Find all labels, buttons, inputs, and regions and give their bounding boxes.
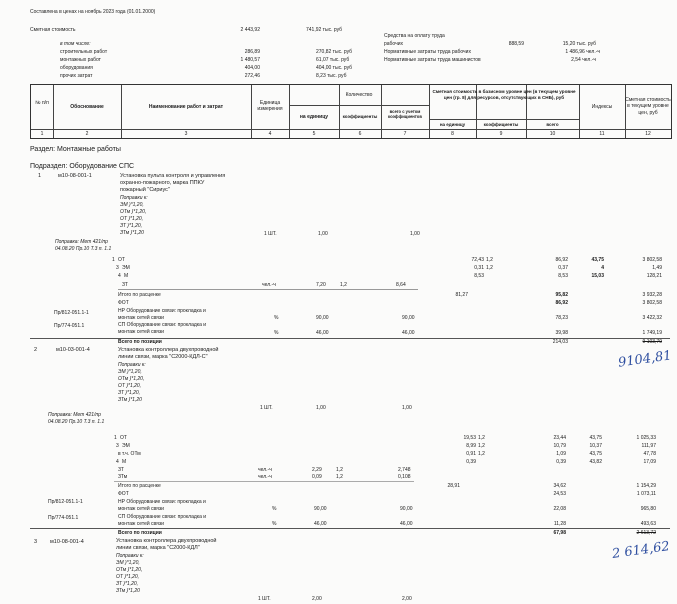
- col-name-header: Наименование работ и затрат: [148, 104, 224, 110]
- resource-num: 1: [114, 435, 117, 441]
- corrections: ЗТм )*1,20: [116, 588, 140, 594]
- resource-base-unit: 0,31: [474, 265, 484, 271]
- labor-workers-label: Нормативные затраты труда рабочих: [384, 49, 471, 55]
- subsection-title: Подраздел: Оборудование СПС: [30, 163, 135, 170]
- corrections: ОТ )*1,20,: [116, 574, 140, 580]
- overhead-code: Пр/812-051.1-1: [54, 310, 89, 316]
- position-total-base: 67,98: [553, 530, 566, 536]
- resource-coef: 1,2: [478, 435, 485, 441]
- position-total-label: Всего по позиции: [118, 530, 162, 536]
- resource-base-unit: 0,39: [466, 459, 476, 465]
- note: Поправка: Мет 421/пр: [48, 412, 101, 418]
- resource-current: 111,97: [641, 443, 656, 449]
- position-name: Установка контроллера двухпроводной: [118, 347, 219, 353]
- unit: 1 ШТ.: [264, 231, 277, 237]
- breakdown-base: 1 480,57: [240, 57, 260, 63]
- wages-workers-label: рабочих: [384, 41, 403, 47]
- col-number: 11: [599, 131, 605, 137]
- breakdown-base: 404,00: [244, 65, 260, 71]
- breakdown-current: 8,23 тыс. руб: [316, 73, 347, 79]
- profit-current: 1 749,19: [642, 330, 662, 336]
- machinist-labor-label: ЗТм: [118, 474, 128, 480]
- corrections: ЗТм )*1,20: [118, 397, 142, 403]
- col-qty-coef-header: коэффициенты: [342, 114, 378, 119]
- quantity-total: 2,00: [402, 596, 412, 602]
- breakdown-current: 404,00 тыс. руб: [316, 65, 352, 71]
- profit-total: 46,00: [400, 521, 413, 527]
- corrections: ОТ )*1,20,: [118, 383, 142, 389]
- total-base-unit: 81,27: [455, 292, 468, 298]
- table-header: [30, 84, 672, 139]
- resource-current: 17,09: [643, 459, 656, 465]
- labor-coef: 1,2: [336, 467, 343, 473]
- resource-num: 4: [116, 459, 119, 465]
- overhead-unit: %: [272, 506, 277, 512]
- overhead-code: Пр/812-051.1-1: [48, 499, 83, 505]
- resource-label: ОТ: [120, 435, 127, 441]
- fot-current: 3 802,58: [642, 300, 662, 306]
- labor-total: 8,64: [396, 282, 406, 288]
- col-number: 8: [451, 131, 454, 137]
- labor-workers-value: 1 486,96 чел.-ч: [565, 49, 600, 55]
- col-number: 1: [40, 131, 44, 137]
- breakdown-label: прочих затрат: [60, 73, 93, 79]
- resource-label: ЭМ: [122, 265, 130, 271]
- quantity: 2,00: [312, 596, 322, 602]
- profit-qty: 46,00: [314, 521, 327, 527]
- breakdown-label: монтажных работ: [60, 57, 101, 63]
- resource-index: 43,75: [589, 451, 602, 457]
- fot-current: 1 073,11: [636, 491, 656, 497]
- col-number: 3: [184, 131, 188, 137]
- position-code: м10-08-001-4: [50, 539, 84, 545]
- profit-unit: %: [274, 330, 279, 336]
- unit: 1 ШТ.: [258, 596, 271, 602]
- position-total-label: Всего по позиции: [118, 339, 162, 345]
- profit-name: СП Оборудование связи: прокладка и: [118, 322, 207, 328]
- handwritten-correction: 2 614,62: [611, 539, 671, 562]
- profit-name: СП Оборудование связи: прокладка и: [118, 514, 207, 520]
- profit-name: монтаж сетей связи: [118, 329, 164, 335]
- col-qty-header: Количество: [345, 92, 373, 98]
- col-number: 5: [312, 131, 316, 137]
- overhead-current: 965,80: [640, 506, 656, 512]
- overhead-base: 78,23: [555, 315, 568, 321]
- labor-coef: 1,2: [340, 282, 347, 288]
- quantity-total: 1,00: [402, 405, 412, 411]
- resource-num: 3: [116, 265, 119, 271]
- price-level-line: Составлена в ценах на ноябрь 2023 года (01.01.2000): [30, 9, 156, 15]
- handwritten-correction: 9104,81: [617, 348, 673, 371]
- position-total-current: 2 613,72: [636, 530, 656, 536]
- fot-label: ФОТ: [118, 300, 129, 306]
- overhead-total: 90,00: [402, 315, 415, 321]
- resource-coef: 1,2: [478, 443, 485, 449]
- position-number: 3: [34, 539, 38, 545]
- labor-unit: чел.-ч: [258, 467, 272, 473]
- resource-current: 1,49: [652, 265, 662, 271]
- note: 04.08.20 Пр.10 Т.3 п. 1.1: [48, 419, 105, 425]
- machinist-labor-coef: 1,2: [336, 474, 343, 480]
- labor-unit: чел.-ч: [262, 282, 276, 288]
- total-current: 3 932,28: [642, 292, 662, 298]
- resource-num: 4: [118, 273, 121, 279]
- position-code: м10-03-001-4: [56, 347, 90, 353]
- position-name: Установка контроллера двухпроводной: [116, 538, 217, 544]
- position-total-base: 214,03: [552, 339, 568, 345]
- breakdown-current: 270,82 тыс. руб: [316, 49, 352, 55]
- resource-coef: 1,2: [486, 257, 493, 263]
- profit-total: 46,00: [402, 330, 415, 336]
- resource-coef: 1,2: [478, 451, 485, 457]
- resource-index: 4: [601, 265, 604, 271]
- breakdown-label: оборудования: [60, 65, 93, 71]
- overhead-unit: %: [274, 315, 279, 321]
- profit-qty: 46,00: [316, 330, 329, 336]
- corrections: Поправки к:: [120, 195, 148, 201]
- col-qty-total-header: всего с учетом коэффициентов: [388, 109, 422, 119]
- position-name: охранно-пожарного, марка ППКУ: [120, 180, 205, 186]
- resource-index: 43,75: [591, 257, 604, 263]
- resource-base-total: 0,39: [556, 459, 566, 465]
- resource-base-total: 0,37: [558, 265, 568, 271]
- resource-base-total: 86,92: [555, 257, 568, 263]
- col-number: 4: [268, 131, 272, 137]
- resource-current: 3 802,58: [642, 257, 662, 263]
- breakdown-current: 61,07 тыс. руб: [316, 57, 350, 63]
- resource-index: 43,75: [589, 435, 602, 441]
- cost-current: 741,92 тыс. руб: [306, 27, 342, 33]
- col-number: 7: [403, 131, 407, 137]
- labor-machinists-value: 2,54 чел.-ч: [571, 57, 596, 63]
- resource-num: 1: [112, 257, 115, 263]
- resource-label: ОТ: [118, 257, 125, 263]
- overhead-current: 3 422,32: [642, 315, 662, 321]
- resource-index: 43,82: [589, 459, 602, 465]
- profit-unit: %: [272, 521, 277, 527]
- overhead-qty: 90,00: [316, 315, 329, 321]
- resource-base-total: 23,44: [553, 435, 566, 441]
- profit-current: 493,63: [640, 521, 656, 527]
- labor-label: ЗТ: [118, 467, 124, 473]
- col-base-unit-header: на единицу: [439, 122, 466, 127]
- col-number: 12: [645, 131, 651, 137]
- overhead-name: монтаж сетей связи: [118, 506, 164, 512]
- note: Поправка: Мет 421/пр: [55, 239, 108, 245]
- wages-workers-current: 15,20 тыс. руб: [562, 41, 596, 47]
- corrections: ЭМ )*1,20,: [116, 560, 140, 566]
- labor-value: 2,29: [312, 467, 322, 473]
- resource-base-total: 8,53: [558, 273, 568, 279]
- col-number: 10: [549, 131, 556, 137]
- corrections: ЭМ )*1,20,: [118, 369, 142, 375]
- position-name: Установка пульта контроля и управления: [120, 173, 226, 179]
- profit-code: Пр/774-051.1: [54, 323, 85, 329]
- total-base: 95,82: [555, 292, 568, 298]
- labor-label: ЗТ: [122, 282, 128, 288]
- corrections: ОТ )*1,20,: [120, 216, 144, 222]
- including-label: в том числе:: [60, 41, 91, 47]
- col-base-coef-header: коэффициенты: [483, 122, 519, 127]
- resource-base-unit: 19,53: [463, 435, 476, 441]
- total-label: Итого по расценке: [118, 483, 161, 489]
- resource-base-unit: 0,91: [466, 451, 476, 457]
- fot-label: ФОТ: [118, 491, 129, 497]
- corrections: ОТм )*1,20,: [116, 567, 143, 573]
- resource-current: 128,21: [646, 273, 662, 279]
- corrections: ЗТ )*1,20,: [120, 223, 143, 229]
- cost-label: Сметная стоимость: [30, 27, 76, 33]
- position-number: 2: [34, 347, 38, 353]
- breakdown-label: строительных работ: [60, 49, 108, 55]
- col-current-header: Сметная стоимость в текущем уровне цен, руб: [625, 97, 671, 116]
- position-name: пожарный "Сириус": [120, 187, 170, 193]
- resource-base-unit: 72,43: [471, 257, 484, 263]
- resource-base-unit: 8,99: [466, 443, 476, 449]
- profit-code: Пр/774-051.1: [48, 515, 79, 521]
- corrections: ЭМ )*1,20,: [120, 202, 144, 208]
- resource-index: 15,03: [591, 273, 604, 279]
- overhead-name: НР Оборудование связи: прокладка и: [118, 308, 206, 314]
- labor-total: 2,748: [398, 467, 411, 473]
- resource-index: 10,37: [589, 443, 602, 449]
- note: 04.08.20 Пр.10 Т.3 п. 1.1: [55, 246, 112, 252]
- corrections: Поправки к:: [116, 553, 144, 559]
- overhead-total: 90,00: [400, 506, 413, 512]
- resource-coef: 1,2: [486, 265, 493, 271]
- overhead-name: НР Оборудование связи: прокладка и: [118, 499, 206, 505]
- wages-workers-value: 888,59: [508, 41, 524, 47]
- resource-base-unit: 8,53: [474, 273, 484, 279]
- overhead-base: 22,08: [553, 506, 566, 512]
- profit-base: 39,98: [555, 330, 568, 336]
- labor-machinists-label: Нормативные затраты труда машинистов: [384, 57, 481, 63]
- corrections: ЗТ )*1,20,: [118, 390, 141, 396]
- corrections: ОТм )*1,20,: [118, 376, 145, 382]
- quantity: 1,00: [318, 231, 328, 237]
- col-base-header: Сметная стоимость в базисном уровне цен (в текущем уровне цен (гр. 8) для ресурсов, отсутствующих в СНБ), руб: [432, 89, 576, 100]
- col-basis-header: Обоснование: [70, 104, 104, 110]
- col-num-header: № п/п: [35, 100, 49, 106]
- position-number: 1: [38, 173, 42, 179]
- wages-label: Средства на оплату труда: [384, 33, 445, 39]
- breakdown-base: 272,46: [244, 73, 260, 79]
- resource-base-total: 10,79: [553, 443, 566, 449]
- total-base: 34,62: [553, 483, 566, 489]
- col-number: 9: [499, 131, 503, 137]
- resource-label: М: [122, 459, 127, 465]
- position-code: м10-08-001-1: [58, 173, 92, 179]
- resource-label: ЭМ: [122, 443, 130, 449]
- corrections: Поправки к:: [118, 362, 146, 368]
- quantity-total: 1,00: [410, 231, 420, 237]
- breakdown-base: 286,89: [244, 49, 260, 55]
- total-label: Итого по расценке: [118, 292, 161, 298]
- corrections: ЗТм )*1,20: [120, 230, 144, 236]
- quantity: 1,00: [316, 405, 326, 411]
- corrections: ОТм )*1,20,: [120, 209, 147, 215]
- col-base-total-header: всего: [546, 122, 559, 127]
- fot-base: 86,92: [555, 300, 568, 306]
- labor-value: 7,20: [316, 282, 326, 288]
- total-current: 1 154,29: [636, 483, 656, 489]
- corrections: ЗТ )*1,20,: [116, 581, 139, 587]
- resource-num: 3: [116, 443, 119, 449]
- profit-base: 11,28: [553, 521, 566, 527]
- resource-current: 47,78: [643, 451, 656, 457]
- overhead-name: монтаж сетей связи: [118, 315, 164, 321]
- col-number: 6: [358, 131, 362, 137]
- fot-base: 24,53: [553, 491, 566, 497]
- cost-base: 2 443,92: [240, 27, 260, 33]
- machinist-labor-total: 0,108: [398, 474, 411, 480]
- profit-name: монтаж сетей связи: [118, 521, 164, 527]
- section-title: Раздел: Монтажные работы: [30, 146, 121, 153]
- resource-base-total: 1,09: [556, 451, 566, 457]
- overhead-qty: 90,00: [314, 506, 327, 512]
- position-name: линии связи, марка "С2000-КДЛ-С": [118, 354, 208, 360]
- unit: 1 ШТ.: [260, 405, 273, 411]
- machinist-labor-value: 0,09: [312, 474, 322, 480]
- resource-current: 1 025,33: [636, 435, 656, 441]
- machinist-labor-unit: чел.-ч: [258, 474, 272, 480]
- col-index-header: Индексы: [591, 104, 613, 110]
- col-qty-per-unit-header: на единицу: [299, 114, 329, 120]
- total-base-unit: 28,91: [447, 483, 460, 489]
- col-number: 2: [85, 131, 89, 137]
- position-total-current: 9 103,79: [642, 339, 662, 345]
- resource-label: в т.ч. ОТм: [118, 451, 141, 457]
- resource-label: М: [124, 273, 129, 279]
- col-unit-header: Единица измерения: [257, 100, 283, 112]
- position-name: линии связи, марка "С2000-КДЛ": [116, 545, 200, 551]
